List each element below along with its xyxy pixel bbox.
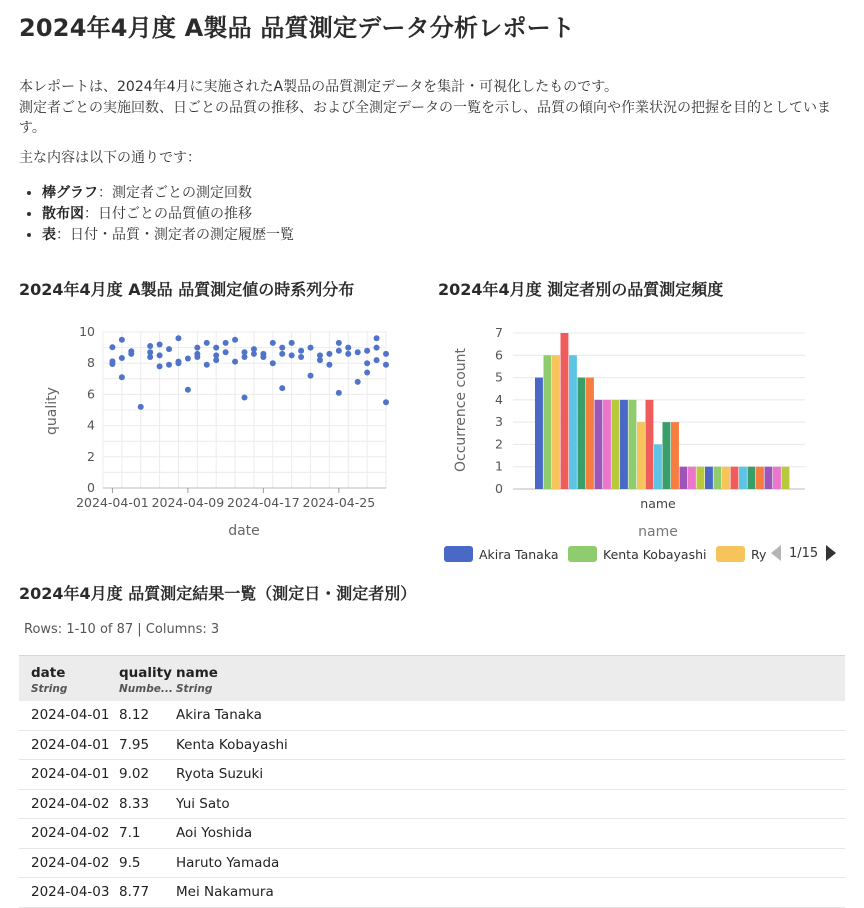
scatter-point	[364, 360, 370, 366]
bar-y-tick-label: 4	[495, 391, 503, 407]
scatter-point	[242, 354, 248, 360]
bar-y-tick-label: 3	[495, 414, 503, 430]
scatter-point	[270, 340, 276, 346]
legend-prev-icon[interactable]	[771, 545, 781, 561]
bar	[671, 422, 679, 489]
bar	[688, 467, 696, 489]
scatter-point	[157, 363, 163, 369]
legend-item[interactable]	[716, 546, 766, 562]
cell-name: Kenta Kobayashi	[176, 730, 845, 760]
cell-date: 2024-04-02	[19, 819, 119, 849]
bar	[637, 422, 645, 489]
column-type: Numbe...	[119, 683, 173, 695]
scatter-point	[374, 345, 380, 351]
scatter-x-tick-label: 2024-04-01	[76, 495, 149, 510]
scatter-chart[interactable]	[19, 318, 399, 543]
scatter-x-tick-label: 2024-04-17	[227, 495, 300, 510]
scatter-point	[336, 348, 342, 354]
scatter-point	[345, 351, 351, 357]
scatter-point	[298, 354, 304, 360]
scatter-point	[185, 387, 191, 393]
cell-date: 2024-04-02	[19, 789, 119, 819]
scatter-point	[119, 374, 125, 380]
bar	[654, 444, 662, 489]
scatter-point	[175, 360, 181, 366]
bar	[578, 378, 586, 489]
cell-name: Aoi Yoshida	[176, 819, 845, 849]
bar-x-axis-label: name	[640, 496, 676, 511]
bar-x-axis-title: name	[638, 524, 678, 540]
scatter-point	[383, 351, 389, 357]
legend-pager	[771, 545, 836, 561]
column-type: String	[31, 683, 68, 695]
scatter-point	[213, 345, 219, 351]
bar	[773, 467, 781, 489]
scatter-point	[204, 340, 210, 346]
table-row[interactable]	[19, 701, 845, 730]
scatter-point	[383, 362, 389, 368]
legend-label: Kenta Kobayashi	[603, 546, 707, 562]
scatter-point	[279, 385, 285, 391]
cell-quality: 8.33	[119, 789, 176, 819]
bar	[731, 467, 739, 489]
bar	[697, 467, 705, 489]
scatter-point	[279, 345, 285, 351]
scatter-point	[251, 346, 257, 352]
legend-label: Akira Tanaka	[479, 546, 559, 562]
cell-date: 2024-04-03	[19, 878, 119, 908]
scatter-point	[109, 344, 115, 350]
bar-y-ticks	[495, 325, 503, 496]
scatter-point	[204, 362, 210, 368]
bar	[663, 422, 671, 489]
cell-quality: 9.02	[119, 760, 176, 790]
list-item-term: 表	[42, 227, 56, 243]
scatter-point	[119, 337, 125, 343]
bar	[765, 467, 773, 489]
scatter-point	[289, 352, 295, 358]
bar	[535, 378, 543, 489]
bar-y-tick-label: 0	[495, 481, 503, 496]
scatter-y-tick-label: 10	[79, 324, 95, 339]
scatter-point	[232, 359, 238, 365]
legend-swatch	[568, 546, 597, 562]
scatter-point	[157, 352, 163, 358]
scatter-x-ticks	[76, 488, 375, 510]
scatter-y-tick-label: 6	[87, 386, 95, 402]
intro-paragraph: 本レポートは、2024年4月に実施されたA製品の品質測定データを集計・可視化したものです。	[19, 79, 618, 95]
bar	[620, 400, 628, 489]
legend-swatch	[444, 546, 473, 562]
list-item	[42, 225, 294, 246]
scatter-point	[109, 361, 115, 367]
legend-next-icon[interactable]	[826, 545, 836, 561]
legend-item[interactable]	[444, 546, 559, 562]
scatter-point	[364, 348, 370, 354]
column-header-name[interactable]	[176, 656, 845, 702]
scatter-point	[119, 355, 125, 361]
cell-name: Ryota Suzuki	[176, 760, 845, 790]
bar-chart-title: 2024年4月度 測定者別の品質測定頻度	[438, 280, 724, 299]
scatter-x-tick-label: 2024-04-25	[302, 495, 376, 510]
bar-y-tick-label: 6	[495, 347, 503, 363]
scatter-point	[175, 335, 181, 341]
scatter-point	[308, 345, 314, 351]
table-row[interactable]	[19, 760, 845, 790]
scatter-point	[185, 356, 191, 362]
bar	[552, 355, 560, 489]
bar	[714, 467, 722, 489]
scatter-y-tick-label: 4	[87, 417, 95, 433]
column-header-date[interactable]	[19, 656, 119, 702]
bar	[739, 467, 747, 489]
scatter-point	[166, 346, 172, 352]
bar	[782, 467, 790, 489]
list-item-term: 棒グラフ	[42, 185, 98, 201]
cell-date: 2024-04-02	[19, 848, 119, 878]
bar-y-tick-label: 5	[495, 369, 503, 385]
bar	[544, 355, 552, 489]
scatter-point	[138, 404, 144, 410]
bar-chart[interactable]	[438, 318, 848, 543]
data-table	[19, 655, 845, 908]
cell-quality: 9.5	[119, 848, 176, 878]
scatter-point	[279, 351, 285, 357]
bar-y-tick-label: 1	[495, 458, 503, 474]
scatter-point	[147, 349, 153, 355]
bar-bars	[535, 333, 789, 489]
scatter-point	[317, 357, 323, 363]
scatter-point	[326, 362, 332, 368]
scatter-point	[270, 360, 276, 366]
bar	[612, 400, 620, 489]
cell-name: Akira Tanaka	[176, 701, 845, 730]
legend-items	[444, 544, 767, 566]
table-row[interactable]	[19, 878, 845, 908]
bar	[705, 467, 713, 489]
bar	[586, 378, 594, 489]
scatter-point	[232, 337, 238, 343]
scatter-x-tick-label: 2024-04-09	[151, 495, 225, 510]
scatter-point	[260, 351, 266, 357]
table-row[interactable]	[19, 819, 845, 849]
bar	[595, 400, 603, 489]
intro-lead: 主な内容は以下の通りです：	[19, 149, 201, 166]
scatter-point	[355, 379, 361, 385]
scatter-point	[289, 340, 295, 346]
intro-paragraph: 測定者ごとの実施回数、日ごとの品質の推移、および全測定データの一覧を示し、品質の傾向や作業状況の把握を目的としています。	[19, 99, 831, 136]
scatter-point	[213, 357, 219, 363]
list-item-desc: ：日付ごとの品質値の推移	[84, 206, 252, 222]
scatter-point	[374, 357, 380, 363]
scatter-y-tick-label: 0	[87, 480, 95, 495]
list-item-term: 散布図	[42, 206, 84, 222]
bar	[646, 400, 654, 489]
table-row[interactable]	[19, 730, 845, 760]
table-header-row	[19, 656, 845, 702]
column-header-quality[interactable]	[119, 656, 176, 702]
page-title: 2024年4月度 A製品 品質測定データ分析レポート	[19, 14, 575, 42]
legend-item[interactable]	[568, 546, 707, 562]
bar	[722, 467, 730, 489]
scatter-y-ticks	[79, 324, 95, 495]
scatter-point	[147, 343, 153, 349]
table-row[interactable]	[19, 848, 845, 878]
bar-legend	[444, 544, 844, 566]
scatter-point	[194, 351, 200, 357]
scatter-point	[355, 349, 361, 355]
list-item-desc: ：測定者ごとの測定回数	[98, 185, 252, 201]
table-meta: Rows: 1-10 of 87 | Columns: 3	[24, 622, 220, 637]
table-title: 2024年4月度 品質測定結果一覧（測定日・測定者別）	[19, 584, 417, 603]
scatter-y-tick-label: 8	[87, 355, 95, 371]
scatter-point	[242, 395, 248, 401]
scatter-point	[364, 370, 370, 376]
scatter-point	[194, 345, 200, 351]
scatter-point	[345, 345, 351, 351]
scatter-point	[336, 340, 342, 346]
bar	[680, 467, 688, 489]
scatter-point	[298, 348, 304, 354]
scatter-x-axis-label: date	[228, 523, 260, 539]
scatter-point	[326, 351, 332, 357]
cell-quality: 8.12	[119, 701, 176, 730]
scatter-chart-title: 2024年4月度 A製品 品質測定値の時系列分布	[19, 280, 355, 299]
bar	[603, 400, 611, 489]
cell-name: Yui Sato	[176, 789, 845, 819]
column-name: quality	[119, 665, 172, 681]
scatter-point	[157, 341, 163, 347]
cell-quality: 7.95	[119, 730, 176, 760]
cell-date: 2024-04-01	[19, 760, 119, 790]
scatter-point	[223, 349, 229, 355]
scatter-point	[223, 340, 229, 346]
bar-chart-svg	[438, 318, 848, 543]
cell-name: Haruto Yamada	[176, 848, 845, 878]
scatter-point	[128, 351, 134, 357]
column-type: String	[176, 683, 213, 695]
scatter-y-tick-label: 2	[87, 448, 95, 464]
intro-text	[19, 77, 849, 168]
table-row[interactable]	[19, 789, 845, 819]
list-item-desc: ：日付・品質・測定者の測定履歴一覧	[56, 227, 294, 243]
bar	[629, 400, 637, 489]
list-item	[42, 204, 294, 225]
scatter-point	[383, 399, 389, 405]
scatter-point	[166, 362, 172, 368]
bar-y-tick-label: 7	[495, 325, 503, 340]
scatter-y-axis-label: quality	[44, 387, 60, 435]
bar	[748, 467, 756, 489]
column-name: date	[31, 665, 66, 681]
legend-swatch	[716, 546, 745, 562]
legend-label: Ry	[751, 546, 767, 562]
column-name: name	[176, 665, 218, 681]
bar	[569, 355, 577, 489]
list-item	[42, 183, 294, 204]
legend-page-indicator: 1/15	[789, 545, 819, 561]
scatter-point	[374, 335, 380, 341]
bar-y-axis-label: Occurrence count	[453, 348, 469, 472]
cell-date: 2024-04-01	[19, 730, 119, 760]
bar	[561, 333, 569, 489]
scatter-points	[109, 335, 389, 410]
bar-y-tick-label: 2	[495, 436, 503, 452]
content-list	[24, 183, 294, 246]
cell-date: 2024-04-01	[19, 701, 119, 730]
cell-quality: 7.1	[119, 819, 176, 849]
scatter-chart-svg	[19, 318, 399, 543]
bar	[756, 467, 764, 489]
scatter-point	[308, 373, 314, 379]
scatter-point	[336, 390, 342, 396]
cell-name: Mei Nakamura	[176, 878, 845, 908]
cell-quality: 8.77	[119, 878, 176, 908]
